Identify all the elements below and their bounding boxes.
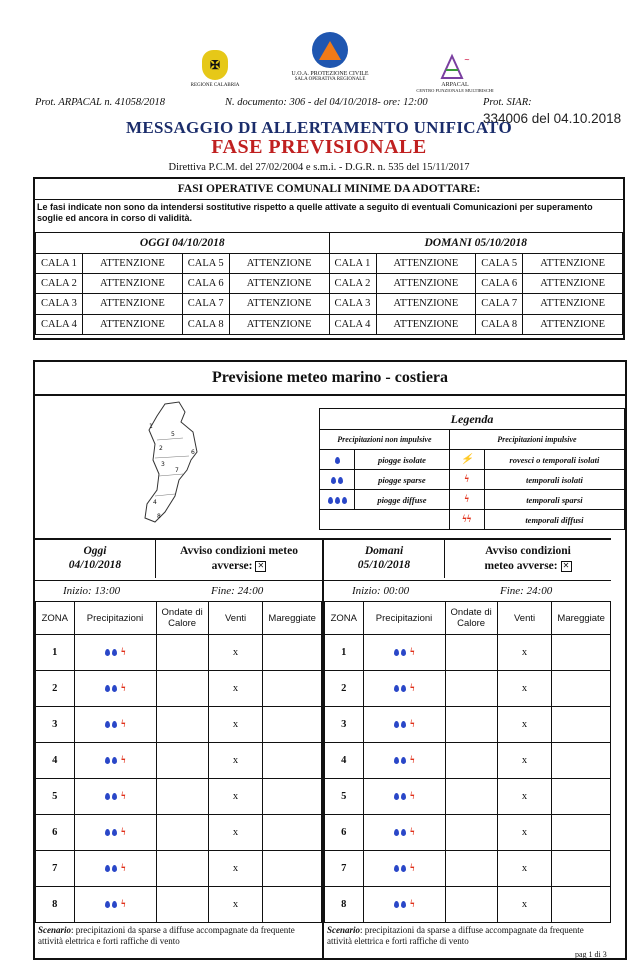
today-zone-row [36,635,322,671]
map-zone-7: 7 [175,467,179,474]
tomorrow-zone-row [325,707,611,743]
cala-phase-cell: ATTENZIONE [83,254,183,274]
cala-zone-cell: CALA 3 [36,294,83,314]
tomorrow-zone-row [325,779,611,815]
cala-table [35,232,623,335]
storm-diffuse-icon: ϟϟ [449,510,484,530]
logo-bar [0,30,638,95]
venti-cell: x [208,851,263,887]
cala-phase-cell: ATTENZIONE [83,314,183,334]
venti-cell: x [208,779,263,815]
zone-number: 7 [325,851,364,887]
cala-zone-cell: CALA 7 [476,294,523,314]
ondate-cell [445,779,497,815]
rain-scattered-icon [320,470,355,490]
cala-row [36,274,623,294]
col-ondate: Ondate di Calore [156,602,208,635]
page-subtitle: FASE PREVISIONALE [211,136,427,158]
ondate-cell [445,743,497,779]
precip-icons: ϟ [74,743,156,779]
legend-piogge-isolate: piogge isolate [355,450,450,470]
legend-piogge-sparse: piogge sparse [355,470,450,490]
cala-zone-cell: CALA 6 [476,274,523,294]
zone-number: 6 [325,815,364,851]
cala-phase-cell: ATTENZIONE [376,274,476,294]
regione-calabria-logo: ✠ REGIONE CALABRIA [185,50,245,88]
ondate-cell [445,707,497,743]
legend-empty-cell [320,510,450,530]
precip-icons: ϟ [74,671,156,707]
map-zone-3: 3 [161,461,165,468]
tomorrow-zone-row [325,887,611,923]
venti-cell: x [497,743,552,779]
map-zone-8: 8 [157,513,161,520]
ondate-cell [445,635,497,671]
cala-zone-cell: CALA 4 [36,314,83,334]
forecast-today [35,538,322,949]
cala-phase-cell: ATTENZIONE [523,254,623,274]
ondate-cell [156,887,208,923]
ondate-cell [445,887,497,923]
today-head [35,538,322,581]
rain-diffuse-icon [320,490,355,510]
protezione-civile-icon [312,32,348,68]
legend-piogge-diffuse: piogge diffuse [355,490,450,510]
cala-phase-cell: ATTENZIONE [83,294,183,314]
ondate-cell [445,851,497,887]
zone-number: 5 [325,779,364,815]
today-zone-row [36,743,322,779]
today-avviso-checkbox[interactable]: ✕ [255,561,266,572]
fasi-note: Le fasi indicate non sono da intendersi sostitutive rispetto a quelle attivate a seguito di eventuali Comunicazioni per superamento soglie ed ancora in corso di validità. [37,202,593,223]
ondate-cell [156,671,208,707]
zone-number: 7 [36,851,75,887]
precip-icons: ϟ [363,851,445,887]
tomorrow-zone-row [325,635,611,671]
ondate-cell [156,779,208,815]
zone-number: 2 [36,671,75,707]
legend-rovesci: rovesci o temporali isolati [484,450,624,470]
storm-isolated-icon: ϟ [449,470,484,490]
cala-phase-cell: ATTENZIONE [229,314,329,334]
arpacal-icon [438,52,472,80]
col-ondate: Ondate di Calore [445,602,497,635]
today-zone-row [36,851,322,887]
cala-zone-cell: CALA 2 [329,274,376,294]
today-zone-row [36,707,322,743]
rain-isolated-icon [320,450,355,470]
col-zona: ZONA [36,602,75,635]
col-mareggiate: Mareggiate [263,602,322,635]
mareggiate-cell [552,707,611,743]
today-zones-table [35,601,322,923]
precip-icons: ϟ [74,887,156,923]
venti-cell: x [208,671,263,707]
precip-icons: ϟ [363,635,445,671]
col-mareggiate: Mareggiate [552,602,611,635]
venti-cell: x [208,815,263,851]
zone-number: 3 [325,707,364,743]
cala-zone-cell: CALA 5 [182,254,229,274]
mareggiate-cell [552,671,611,707]
precip-icons: ϟ [363,743,445,779]
map-zone-5: 5 [171,431,175,438]
tomorrow-zones-table [324,601,611,923]
precip-icons: ϟ [363,779,445,815]
map-zone-6: 6 [191,449,195,456]
protezione-civile-logo: U.O.A. PROTEZIONE CIVILE SALA OPERATIVA REGIONALE [280,32,380,82]
venti-cell: x [497,779,552,815]
venti-cell: x [208,743,263,779]
ondate-cell [156,743,208,779]
direttiva-line: Direttiva P.C.M. del 27/02/2004 e s.m.i. - D.G.R. n. 535 del 15/11/2017 [168,162,470,173]
venti-cell: x [497,707,552,743]
cala-zone-cell: CALA 5 [476,254,523,274]
tomorrow-day: Domani [364,545,404,557]
precip-icons: ϟ [74,779,156,815]
zone-number: 3 [36,707,75,743]
venti-cell: x [208,635,263,671]
calabria-zones-map [135,400,215,526]
mareggiate-cell [263,851,322,887]
cala-phase-cell: ATTENZIONE [229,294,329,314]
tomorrow-zone-row [325,671,611,707]
ondate-cell [156,707,208,743]
venti-cell: x [208,707,263,743]
map-zone-1: 1 [149,423,153,430]
prot-siar-value: 334006 del 04.10.2018 [483,111,622,126]
cala-phase-cell: ATTENZIONE [229,254,329,274]
col-precipitazioni: Precipitazioni [74,602,156,635]
zone-number: 5 [36,779,75,815]
cala-zone-cell: CALA 7 [182,294,229,314]
cala-zone-cell: CALA 8 [182,314,229,334]
tomorrow-zone-row [325,851,611,887]
precip-icons: ϟ [363,707,445,743]
venti-cell: x [497,635,552,671]
fasi-title: FASI OPERATIVE COMUNALI MINIME DA ADOTTARE: [35,179,623,200]
ondate-cell [156,851,208,887]
forecast-tomorrow [324,538,611,949]
precip-icons: ϟ [74,815,156,851]
today-inizio: Inizio: 13:00 [63,585,121,597]
legend-title: Legenda [320,409,625,430]
storm-showers-icon: ⚡ [449,450,484,470]
zone-number: 4 [325,743,364,779]
ondate-cell [156,635,208,671]
tomorrow-times [324,581,611,601]
cala-phase-cell: ATTENZIONE [376,254,476,274]
venti-cell: x [497,851,552,887]
today-zone-row [36,671,322,707]
cala-phase-cell: ATTENZIONE [229,274,329,294]
mareggiate-cell [263,707,322,743]
page-title: MESSAGGIO DI ALLERTAMENTO UNIFICATO [125,118,513,137]
tomorrow-inizio: Inizio: 00:00 [352,585,410,597]
cala-zone-cell: CALA 2 [36,274,83,294]
venti-cell: x [497,815,552,851]
arpacal-logo: ~ ARPACAL CENTRO FUNZIONALE MULTIRISCHI [400,52,510,93]
precip-icons: ϟ [363,887,445,923]
col-zona: ZONA [325,602,364,635]
today-day: Oggi [83,545,107,557]
map-zone-2: 2 [159,445,163,452]
today-date: 04/10/2018 [68,559,122,571]
svg-text:~: ~ [464,56,470,64]
tomorrow-scenario: Scenario: precipitazioni da sparse a diffuse accompagnate da frequente attività elettrica e forti raffiche di vento [327,925,584,946]
mareggiate-cell [552,743,611,779]
zone-number: 8 [36,887,75,923]
tomorrow-avviso-checkbox[interactable]: ✕ [561,561,572,572]
mareggiate-cell [263,635,322,671]
cala-zone-cell: CALA 4 [329,314,376,334]
venti-cell: x [208,887,263,923]
tomorrow-fine: Fine: 24:00 [500,585,553,597]
precip-icons: ϟ [363,671,445,707]
mareggiate-cell [552,851,611,887]
cala-phase-cell: ATTENZIONE [523,294,623,314]
mareggiate-cell [263,887,322,923]
tomorrow-head [324,538,611,581]
mareggiate-cell [263,815,322,851]
today-zone-row [36,887,322,923]
today-fine: Fine: 24:00 [211,585,264,597]
fasi-operative-box [33,177,625,340]
precip-icons: ϟ [74,851,156,887]
mareggiate-cell [552,635,611,671]
mareggiate-cell [263,743,322,779]
today-zone-row [36,779,322,815]
cala-phase-cell: ATTENZIONE [376,294,476,314]
cala-phase-cell: ATTENZIONE [523,274,623,294]
zone-number: 8 [325,887,364,923]
ondate-cell [445,815,497,851]
today-header: OGGI 04/10/2018 [36,233,330,254]
calabria-emblem-icon: ✠ [202,50,228,80]
zone-number: 2 [325,671,364,707]
precip-icons: ϟ [74,707,156,743]
tomorrow-avviso: Avviso condizioni meteo avverse: ✕ [444,540,611,578]
legend-temporali-diffusi: temporali diffusi [484,510,624,530]
mareggiate-cell [263,671,322,707]
venti-cell: x [497,671,552,707]
cala-phase-cell: ATTENZIONE [83,274,183,294]
venti-cell: x [497,887,552,923]
cala-row [36,314,623,334]
tomorrow-header: DOMANI 05/10/2018 [329,233,623,254]
legend-table [319,408,625,530]
ondate-cell [445,671,497,707]
mareggiate-cell [263,779,322,815]
col-venti: Venti [208,602,263,635]
cala-row [36,254,623,274]
tomorrow-date: 05/10/2018 [357,559,411,571]
zone-number: 1 [36,635,75,671]
cala-phase-cell: ATTENZIONE [376,314,476,334]
legend-impulsive-header: Precipitazioni impulsive [449,430,624,450]
zone-number: 6 [36,815,75,851]
cala-zone-cell: CALA 1 [329,254,376,274]
cala-zone-cell: CALA 1 [36,254,83,274]
page-number: pag 1 di 3 [575,950,607,959]
precip-icons: ϟ [363,815,445,851]
today-scenario: Scenario: precipitazioni da sparse a diffuse accompagnate da frequente attività elettrica e forti raffiche di vento [38,925,295,946]
zone-number: 4 [36,743,75,779]
mareggiate-cell [552,815,611,851]
precip-icons: ϟ [74,635,156,671]
document-number: N. documento: 306 - del 04/10/2018- ore: 12:00 [225,97,428,108]
legend-non-impulsive-header: Precipitazioni non impulsive [320,430,450,450]
today-zone-row [36,815,322,851]
ondate-cell [156,815,208,851]
map-zone-4: 4 [153,499,157,506]
col-precipitazioni: Precipitazioni [363,602,445,635]
cala-row [36,294,623,314]
cala-phase-cell: ATTENZIONE [523,314,623,334]
cala-zone-cell: CALA 3 [329,294,376,314]
previsione-box [33,360,627,960]
tomorrow-zone-row [325,815,611,851]
mareggiate-cell [552,779,611,815]
previsione-title: Previsione meteo marino - costiera [35,362,625,396]
tomorrow-zone-row [325,743,611,779]
cala-zone-cell: CALA 8 [476,314,523,334]
legend-temporali-sparsi: temporali sparsi [484,490,624,510]
prot-arpacal: Prot. ARPACAL n. 41058/2018 [35,97,165,108]
zone-number: 1 [325,635,364,671]
col-venti: Venti [497,602,552,635]
prot-siar-label: Prot. SIAR: [483,97,532,108]
legend-temporali-isolati: temporali isolati [484,470,624,490]
cala-zone-cell: CALA 6 [182,274,229,294]
mareggiate-cell [552,887,611,923]
today-times [35,581,322,601]
storm-scattered-icon: ϟ [449,490,484,510]
today-avviso: Avviso condizioni meteo avverse: ✕ [155,540,322,578]
